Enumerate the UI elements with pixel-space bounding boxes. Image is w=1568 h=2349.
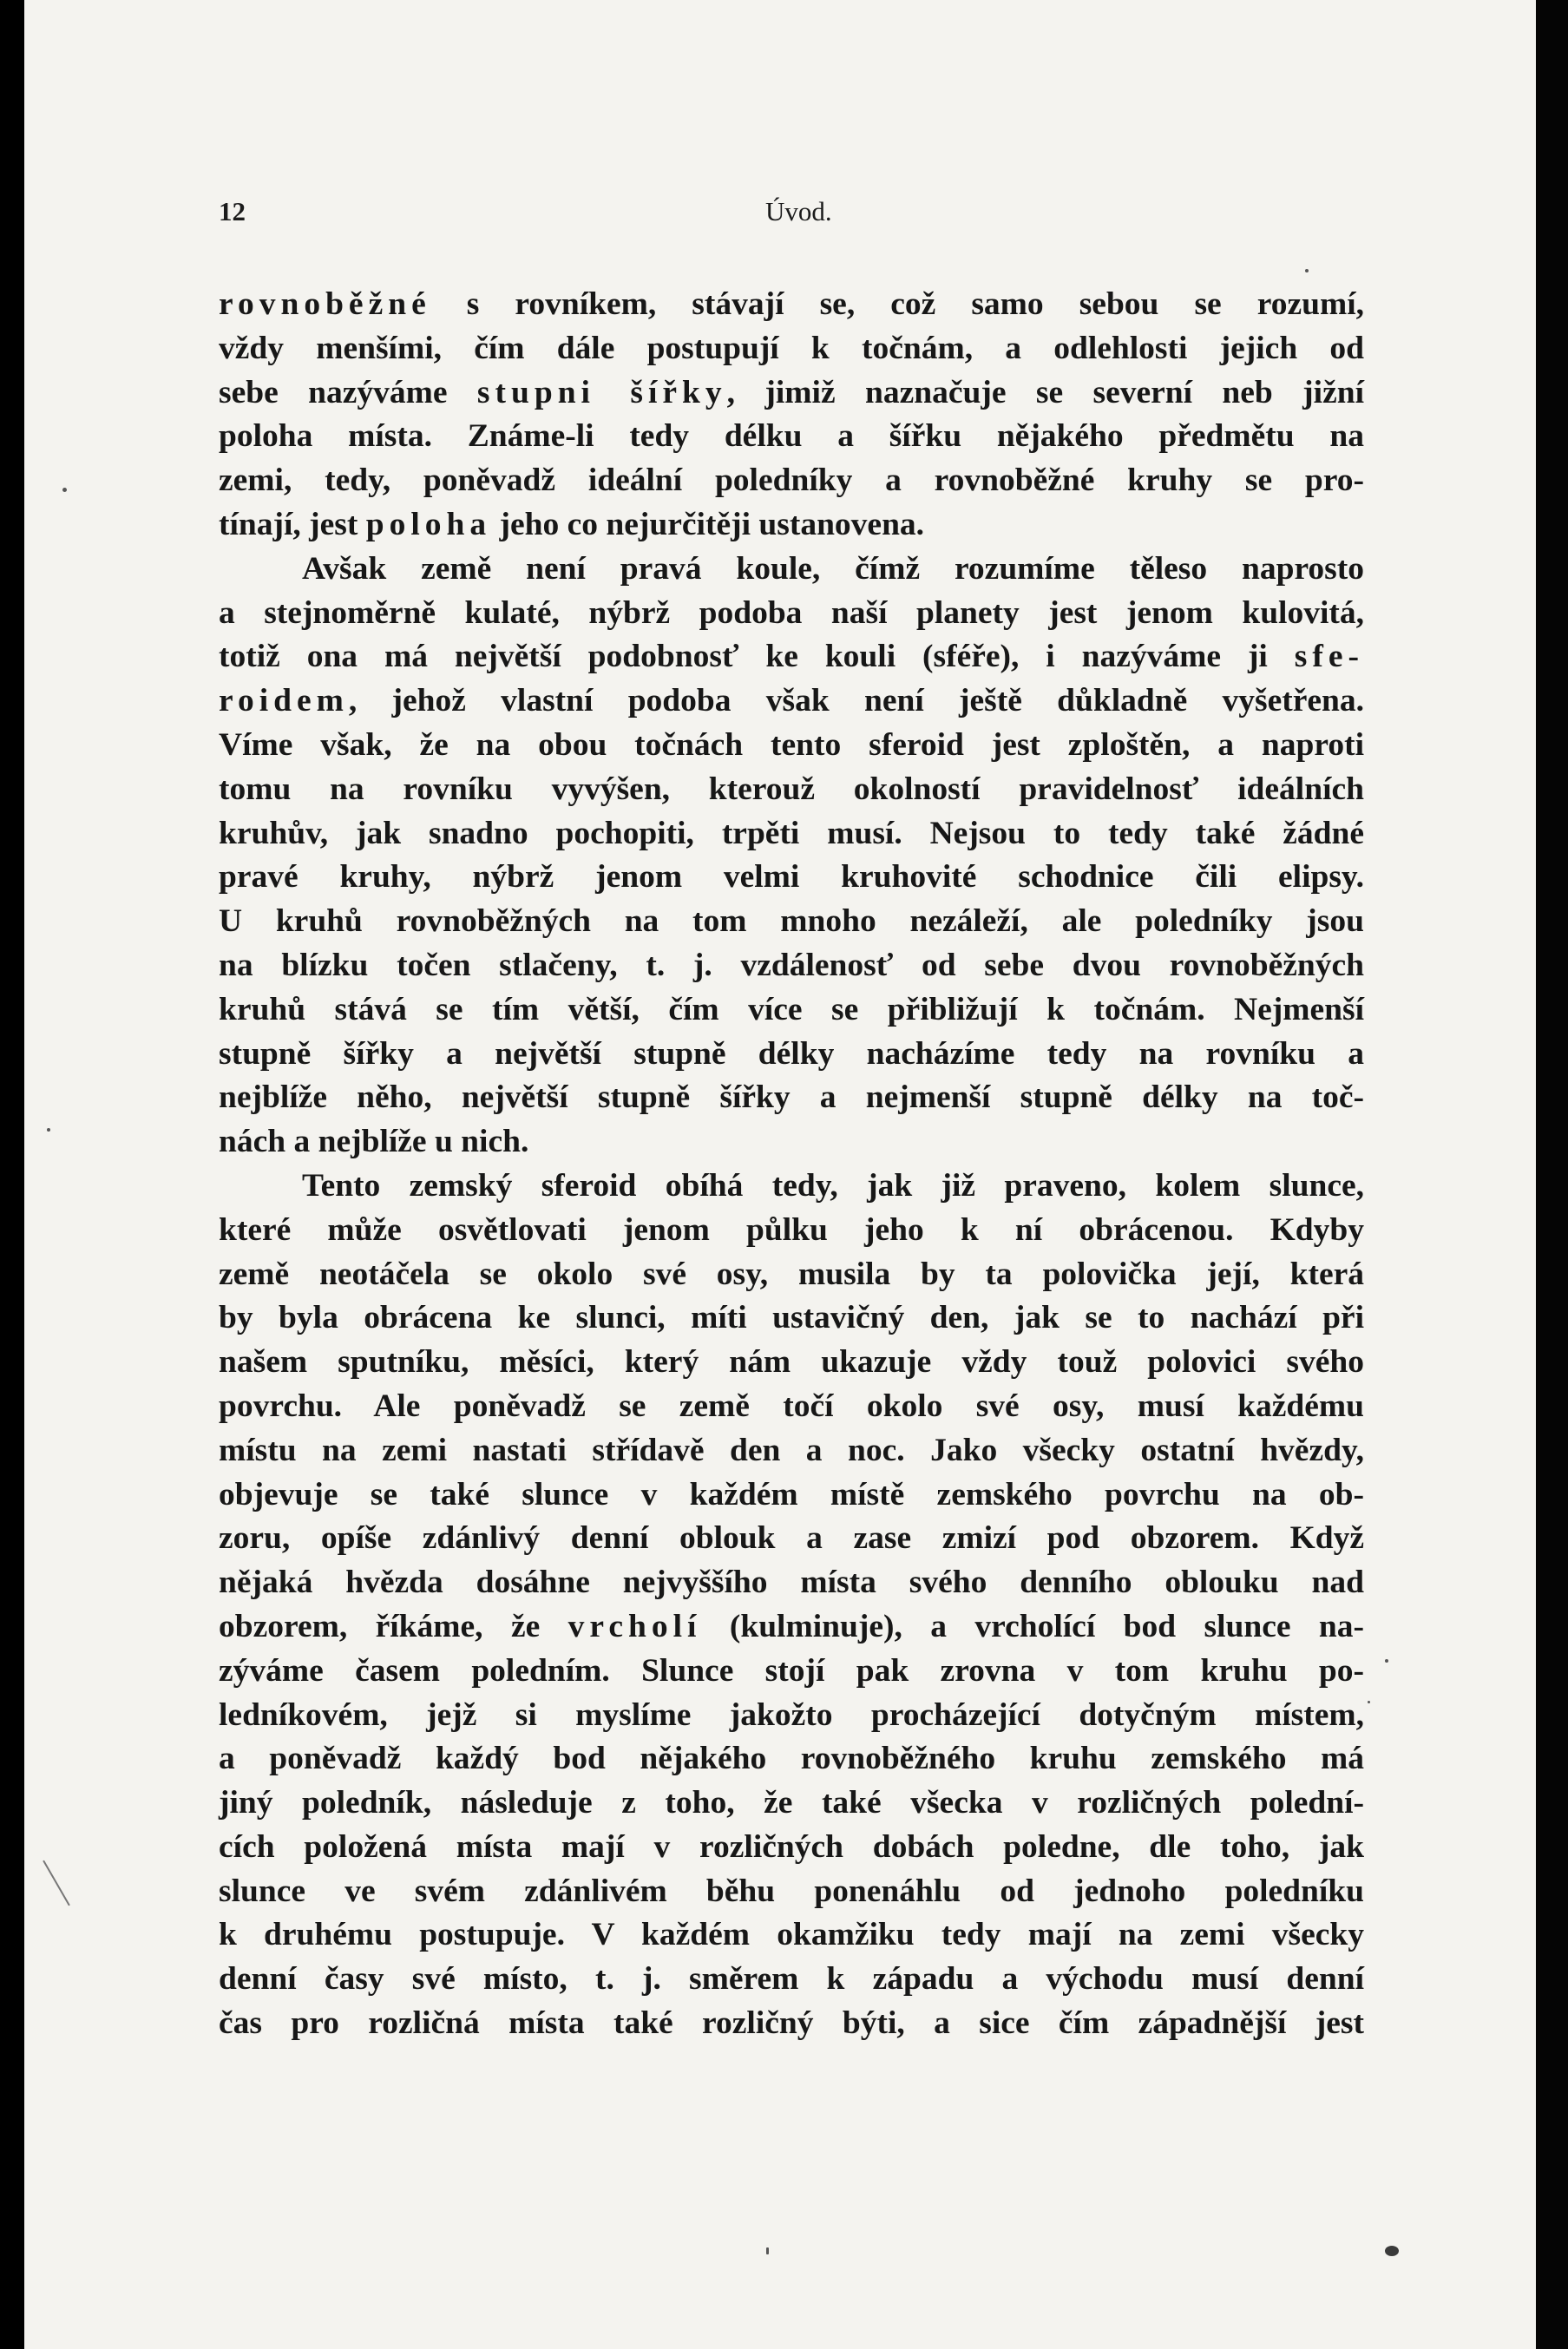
text-line: objevuje se také slunce v každém místě zemského povrchu na ob- xyxy=(219,1476,1364,1512)
spaced-term: roidem xyxy=(219,683,349,719)
text-line: nách a nejblíže u nich. xyxy=(219,1124,529,1160)
text-line: zoru, opíše zdánlivý denní oblouk a zase zmizí pod obzorem. Když xyxy=(219,1520,1364,1557)
text-line: nějaká hvězda dosáhne nejvyššího místa svého denního oblouku nad xyxy=(219,1565,1364,1601)
text-line: sebe nazýváme stupni šířky, jimiž naznačuje se severní neb jižní xyxy=(219,374,1364,410)
page-number: 12 xyxy=(219,196,246,226)
text-line: ledníkovém, jejž si myslíme jakožto procházející dotyčným místem, xyxy=(219,1696,1364,1733)
text-line: k druhému postupuje. V každém okamžiku tedy mají na zemi všecky xyxy=(219,1917,1364,1953)
spaced-term: sfe- xyxy=(1294,639,1364,675)
text-line: které může osvětlovati jenom půlku jeho k ní obrácenou. Kdyby xyxy=(219,1211,1364,1248)
text-line: denní časy své místo, t. j. směrem k západu a východu musí denní xyxy=(219,1961,1364,1998)
scan-speck xyxy=(1385,2246,1399,2256)
scan-speck xyxy=(1385,1659,1388,1663)
paragraph-start: Avšak země není pravá koule, čímž rozumíme těleso naprosto xyxy=(302,550,1364,587)
running-title: Úvod. xyxy=(765,196,832,226)
text-line: a poněvadž každý bod nějakého rovnoběžného kruhu zemského má xyxy=(219,1741,1364,1777)
text-line: místu na zemi nastati střídavě den a noc. Jako všecky ostatní hvězdy, xyxy=(219,1432,1364,1468)
text-line: a stejnoměrně kulaté, nýbrž podoba naší planety jest jenom kulovitá, xyxy=(219,594,1364,631)
scan-speck xyxy=(1368,1701,1370,1703)
spaced-term: stupni šířky xyxy=(476,374,727,410)
text-line: našem sputníku, měsíci, který nám ukazuje vždy touž polovici svého xyxy=(219,1344,1364,1381)
text-line: tomu na rovníku vyvýšen, kterouž okolností pravidelnosť ideálních xyxy=(219,771,1364,807)
text-line: rovnoběžné s rovníkem, stávají se, což samo sebou se rozumí, xyxy=(219,286,1364,322)
scan-speck xyxy=(1305,269,1309,272)
text-line: totiž ona má největší podobnosť ke kouli (sféře), i nazýváme ji sfe- xyxy=(219,639,1364,675)
text-line: stupně šířky a největší stupně délky nacházíme tedy na rovníku a xyxy=(219,1035,1364,1072)
text-line: slunce ve svém zdánlivém běhu ponenáhlu od jednoho poledníku xyxy=(219,1873,1364,1909)
text-line: cích položená místa mají v rozličných dobách poledne, dle toho, jak xyxy=(219,1828,1364,1865)
spaced-term: rovnoběžné xyxy=(219,286,431,322)
text-line: U kruhů rovnoběžných na tom mnoho nezáleží, ale poledníky jsou xyxy=(219,903,1364,940)
text-line: zýváme časem poledním. Slunce stojí pak zrovna v tom kruhu po- xyxy=(219,1652,1364,1689)
body-text xyxy=(219,283,1364,2046)
spaced-term: vrcholí xyxy=(567,1608,702,1644)
text-line: vždy menšími, čím dále postupují k točnám, a odlehlosti jejich od xyxy=(219,330,1364,366)
text-line: kruhův, jak snadno pochopiti, trpěti musí. Nejsou to tedy také žádné xyxy=(219,815,1364,851)
scan-speck xyxy=(47,1128,50,1132)
scan-speck xyxy=(43,1860,70,1906)
scan-speck xyxy=(766,2247,769,2254)
text-line: tínají, jest poloha jeho co nejurčitěji ustanovena. xyxy=(219,506,925,542)
scan-border xyxy=(1536,0,1568,2349)
book-page xyxy=(24,0,1536,2349)
text-line: Víme však, že na obou točnách tento sferoid jest zploštěn, a naproti xyxy=(219,726,1364,763)
spaced-term: poloha xyxy=(365,506,492,542)
page-header xyxy=(219,196,1357,231)
text-line: pravé kruhy, nýbrž jenom velmi kruhovité schodnice čili elipsy. xyxy=(219,859,1364,896)
text-line: kruhů stává se tím větší, čím více se přibližují k točnám. Nejmenší xyxy=(219,991,1364,1027)
text-line: by byla obrácena ke slunci, míti ustavičný den, jak se to nachází při xyxy=(219,1300,1364,1336)
text-line: roidem, jehož vlastní podoba však není ještě důkladně vyšetřena. xyxy=(219,683,1364,719)
text-line: poloha místa. Známe-li tedy délku a šířku nějakého předmětu na xyxy=(219,418,1364,455)
paragraph-start: Tento zemský sferoid obíhá tedy, jak již praveno, kolem slunce, xyxy=(302,1167,1364,1204)
text-line: čas pro rozličná místa také rozličný býti, a sice čím západnější jest xyxy=(219,2005,1364,2042)
text-line: obzorem, říkáme, že vrcholí (kulminuje), a vrcholící bod slunce na- xyxy=(219,1608,1364,1644)
text-line: nejblíže něho, největší stupně šířky a nejmenší stupně délky na toč- xyxy=(219,1079,1364,1116)
text-line: zemi, tedy, poněvadž ideální poledníky a rovnoběžné kruhy se pro- xyxy=(219,463,1364,499)
text-line: země neotáčela se okolo své osy, musila by ta polovička její, která xyxy=(219,1256,1364,1292)
text-line: povrchu. Ale poněvadž se země točí okolo své osy, musí každému xyxy=(219,1388,1364,1424)
text-line: na blízku točen stlačeny, t. j. vzdálenosť od sebe dvou rovnoběžných xyxy=(219,947,1364,983)
scan-speck xyxy=(62,488,67,492)
text-line: jiný poledník, následuje z toho, že také všecka v rozličných polední- xyxy=(219,1785,1364,1821)
